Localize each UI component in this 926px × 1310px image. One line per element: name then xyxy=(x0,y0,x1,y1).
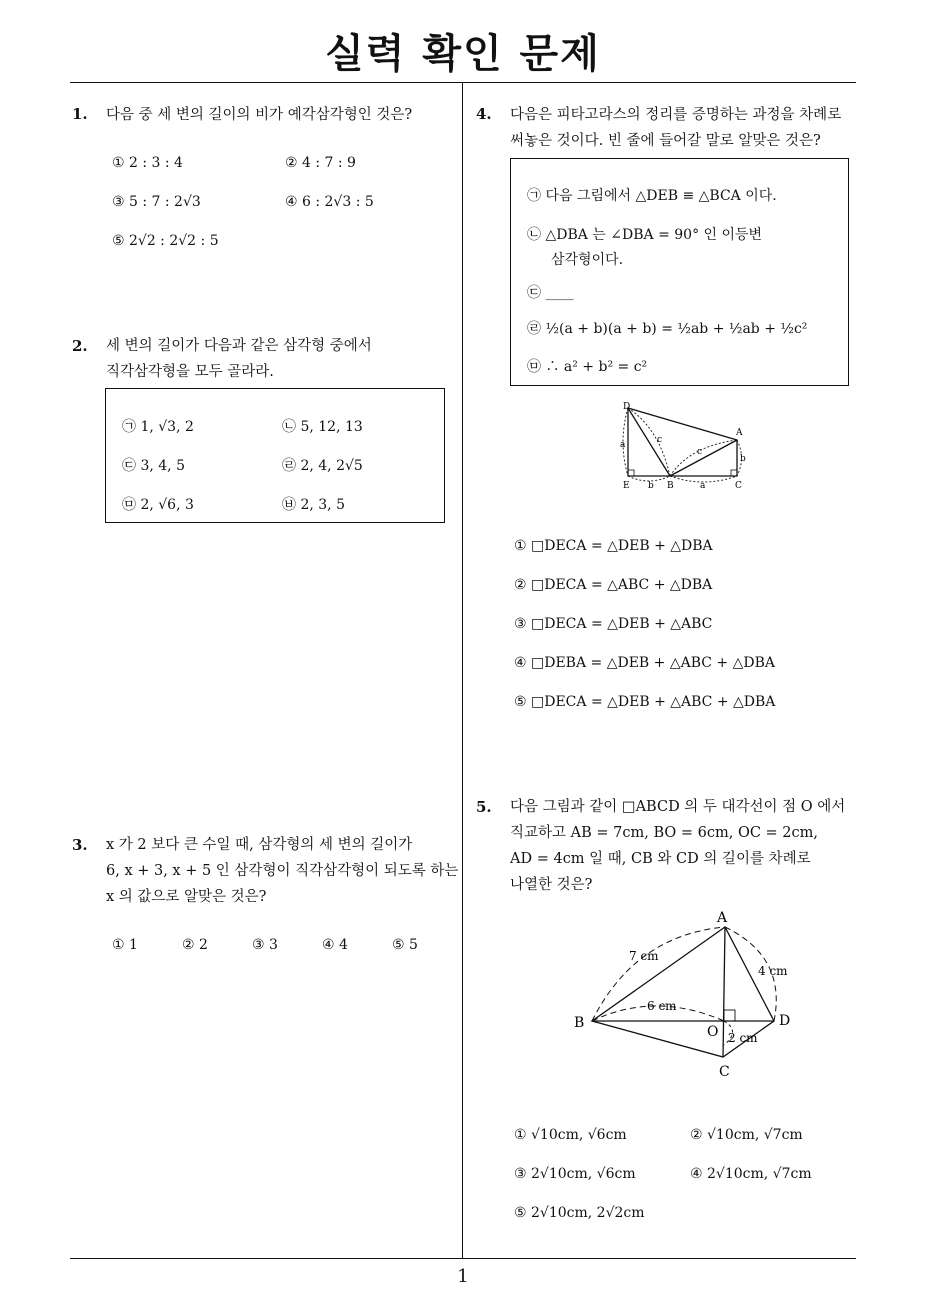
label-C: C xyxy=(735,481,742,491)
option-2[interactable]: ② □DECA = △ABC + △DBA xyxy=(514,577,713,593)
label-a-bottom: a xyxy=(700,481,706,491)
quadrilateral-figure xyxy=(565,905,805,1085)
step-2-continued: 삼각형이다. xyxy=(551,252,624,268)
option-2[interactable]: ② √10cm, √7cm xyxy=(690,1127,803,1143)
label-A: A xyxy=(717,910,728,926)
page-number: 1 xyxy=(457,1266,469,1287)
question-number: 3. xyxy=(72,836,88,854)
option-4[interactable]: ④ 6 : 2√3 : 5 xyxy=(285,194,374,210)
item-6: ㉥ 2, 3, 5 xyxy=(282,497,345,513)
label-C: C xyxy=(719,1064,730,1080)
step-3-blank: ㉢ ____ xyxy=(527,285,574,301)
option-5[interactable]: ⑤ 5 xyxy=(392,937,418,953)
option-1[interactable]: ① 1 xyxy=(112,937,138,953)
question-number: 1. xyxy=(72,105,88,123)
label-c-lower: c xyxy=(697,447,703,457)
label-E: E xyxy=(623,481,630,491)
question-text-line-2: 직각삼각형을 모두 골라라. xyxy=(106,364,274,380)
question-text: 다음 중 세 변의 길이의 비가 예각삼각형인 것은? xyxy=(106,107,413,123)
question-text-line-3: AD = 4cm 일 때, CB 와 CD 의 길이를 차례로 xyxy=(510,851,811,867)
label-b-right: b xyxy=(740,454,746,464)
label-a-left: a xyxy=(620,440,626,450)
trapezoid-figure xyxy=(615,398,760,493)
question-text-line-4: 나열한 것은? xyxy=(510,877,593,893)
item-2: ㉡ 5, 12, 13 xyxy=(282,419,363,435)
option-2[interactable]: ② 4 : 7 : 9 xyxy=(285,155,356,171)
label-4cm: 4 cm xyxy=(758,964,788,978)
item-4: ㉣ 2, 4, 2√5 xyxy=(282,458,363,474)
question-number: 2. xyxy=(72,337,88,355)
label-7cm: 7 cm xyxy=(629,949,659,963)
item-5: ㉤ 2, √6, 3 xyxy=(122,497,194,513)
footer-divider xyxy=(70,1258,856,1259)
question-text-line-1: 다음 그림과 같이 □ABCD 의 두 대각선이 점 O 에서 xyxy=(510,799,846,815)
option-3[interactable]: ③ □DECA = △DEB + △ABC xyxy=(514,616,713,632)
option-5[interactable]: ⑤ □DECA = △DEB + △ABC + △DBA xyxy=(514,694,776,710)
step-5: ㉤ ∴ a² + b² = c² xyxy=(527,359,648,375)
question-text-line-1: 세 변의 길이가 다음과 같은 삼각형 중에서 xyxy=(106,338,372,354)
label-c-upper: c xyxy=(657,435,663,445)
label-6cm: 6 cm xyxy=(647,999,677,1013)
header-divider xyxy=(70,82,856,83)
label-D: D xyxy=(623,402,631,412)
question-text-line-3: x 의 값으로 알맞은 것은? xyxy=(106,889,267,905)
option-3[interactable]: ③ 5 : 7 : 2√3 xyxy=(112,194,201,210)
option-4[interactable]: ④ 2√10cm, √7cm xyxy=(690,1166,812,1182)
option-1[interactable]: ① 2 : 3 : 4 xyxy=(112,155,183,171)
step-4: ㉣ ½(a + b)(a + b) = ½ab + ½ab + ½c² xyxy=(527,321,808,337)
label-O: O xyxy=(707,1024,719,1040)
item-1: ㉠ 1, √3, 2 xyxy=(122,419,194,435)
page-title: 실력 확인 문제 xyxy=(325,31,601,77)
option-1[interactable]: ① □DECA = △DEB + △DBA xyxy=(514,538,713,554)
question-text-line-1: x 가 2 보다 큰 수일 때, 삼각형의 세 변의 길이가 xyxy=(106,837,413,853)
question-text-line-2: 직교하고 AB = 7cm, BO = 6cm, OC = 2cm, xyxy=(510,825,818,841)
column-divider xyxy=(462,83,463,1258)
option-5[interactable]: ⑤ 2√10cm, 2√2cm xyxy=(514,1205,645,1221)
question-text-line-1: 다음은 피타고라스의 정리를 증명하는 과정을 차례로 xyxy=(510,107,842,123)
question-number: 5. xyxy=(476,798,492,816)
label-b-bottom: b xyxy=(648,481,654,491)
label-D: D xyxy=(779,1013,791,1029)
label-B: B xyxy=(667,481,674,491)
option-2[interactable]: ② 2 xyxy=(182,937,208,953)
step-1: ㉠ 다음 그림에서 △DEB ≡ △BCA 이다. xyxy=(527,188,777,204)
option-3[interactable]: ③ 2√10cm, √6cm xyxy=(514,1166,636,1182)
question-text-line-2: 써놓은 것이다. 빈 줄에 들어갈 말로 알맞은 것은? xyxy=(510,133,821,149)
label-A: A xyxy=(736,428,743,438)
question-number: 4. xyxy=(476,105,492,123)
option-4[interactable]: ④ □DEBA = △DEB + △ABC + △DBA xyxy=(514,655,775,671)
option-4[interactable]: ④ 4 xyxy=(322,937,348,953)
option-1[interactable]: ① √10cm, √6cm xyxy=(514,1127,627,1143)
option-5[interactable]: ⑤ 2√2 : 2√2 : 5 xyxy=(112,233,219,249)
question-text-line-2: 6, x + 3, x + 5 인 삼각형이 직각삼각형이 되도록 하는 xyxy=(106,863,459,879)
step-2: ㉡ △DBA 는 ∠DBA = 90° 인 이등변 xyxy=(527,227,763,243)
label-B: B xyxy=(574,1015,585,1031)
label-2cm: 2 cm xyxy=(728,1031,758,1045)
item-3: ㉢ 3, 4, 5 xyxy=(122,458,185,474)
option-3[interactable]: ③ 3 xyxy=(252,937,278,953)
